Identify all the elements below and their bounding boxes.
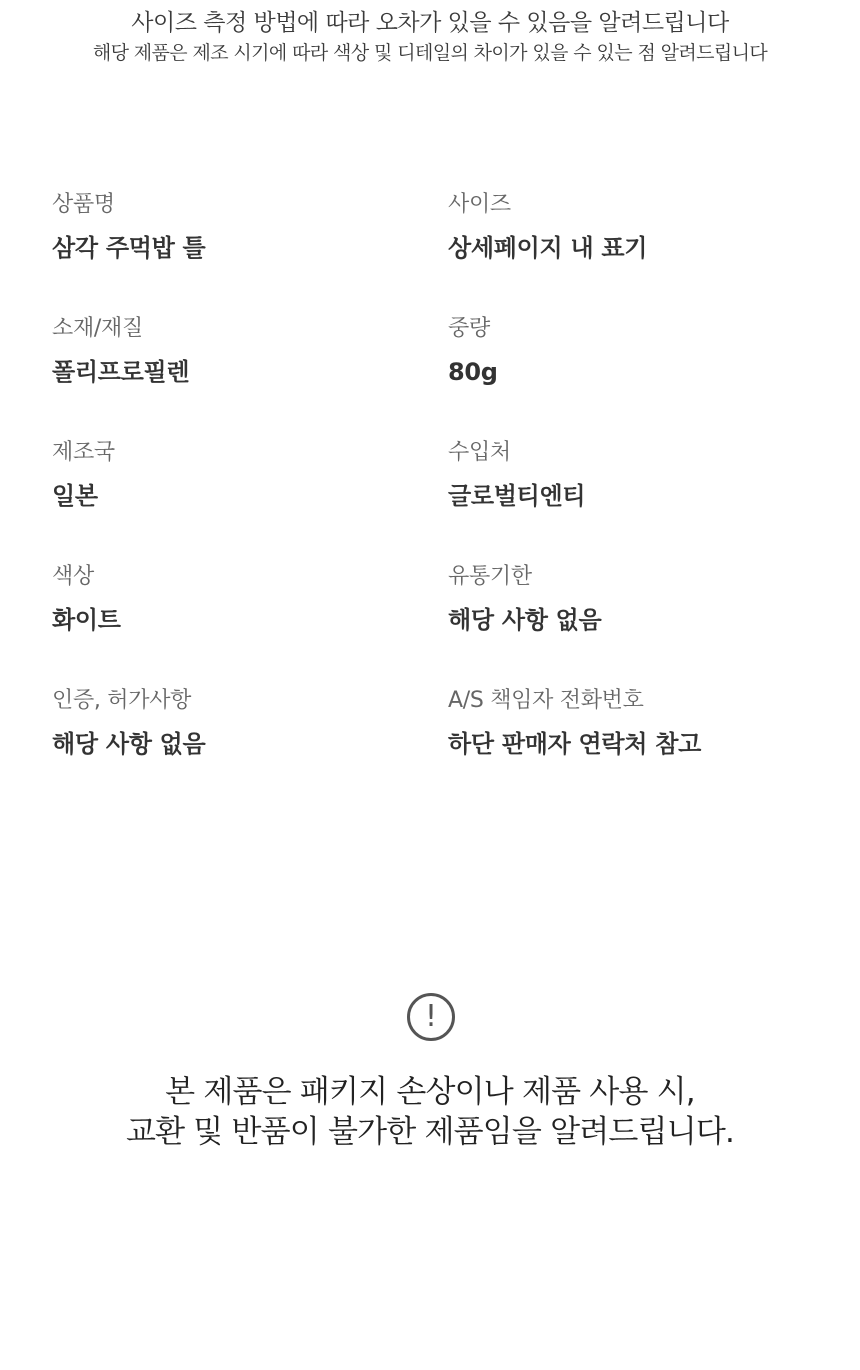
spec-label: A/S 책임자 전화번호	[448, 688, 644, 713]
spec-weight	[448, 314, 808, 388]
return-policy-warning	[0, 1072, 860, 1152]
spec-importer	[448, 438, 808, 512]
notice-line-manufacture: 해당 제품은 제조 시기에 따라 색상 및 디테일의 차이가 있을 수 있는 점 알려드립니다	[92, 42, 768, 64]
spec-as-contact	[448, 686, 808, 760]
spec-value: 일본	[52, 482, 98, 510]
spec-value: 화이트	[52, 606, 121, 634]
spec-product-name	[52, 190, 412, 264]
spec-expiry	[448, 562, 808, 636]
spec-value: 폴리프로필렌	[52, 358, 190, 386]
spec-label: 중량	[448, 316, 490, 341]
spec-label: 유통기한	[448, 564, 532, 589]
spec-value: 글로벌티엔티	[448, 482, 586, 510]
spec-material	[52, 314, 412, 388]
spec-label: 색상	[52, 564, 94, 589]
warning-line-1: 본 제품은 패키지 손상이나 제품 사용 시,	[165, 1074, 695, 1110]
spec-color	[52, 562, 412, 636]
spec-value: 삼각 주먹밥 틀	[52, 234, 206, 262]
spec-value: 하단 판매자 연락처 참고	[448, 730, 702, 758]
spec-label: 수입처	[448, 440, 511, 465]
spec-value: 80g	[448, 358, 498, 386]
spec-size	[448, 190, 808, 264]
spec-label: 인증, 허가사항	[52, 688, 192, 713]
spec-value: 해당 사항 없음	[52, 730, 206, 758]
notice-line-measurement: 사이즈 측정 방법에 따라 오차가 있을 수 있음을 알려드립니다	[131, 10, 729, 36]
spec-label: 제조국	[52, 440, 115, 465]
spec-label: 소재/재질	[52, 316, 143, 341]
exclamation-circle-icon: !	[407, 993, 455, 1041]
warning-line-2: 교환 및 반품이 불가한 제품임을 알려드립니다.	[125, 1114, 735, 1150]
spec-certification	[52, 686, 412, 760]
spec-label: 사이즈	[448, 192, 511, 217]
spec-value: 상세페이지 내 표기	[448, 234, 648, 262]
spec-value: 해당 사항 없음	[448, 606, 602, 634]
spec-label: 상품명	[52, 192, 115, 217]
spec-country-of-origin	[52, 438, 412, 512]
